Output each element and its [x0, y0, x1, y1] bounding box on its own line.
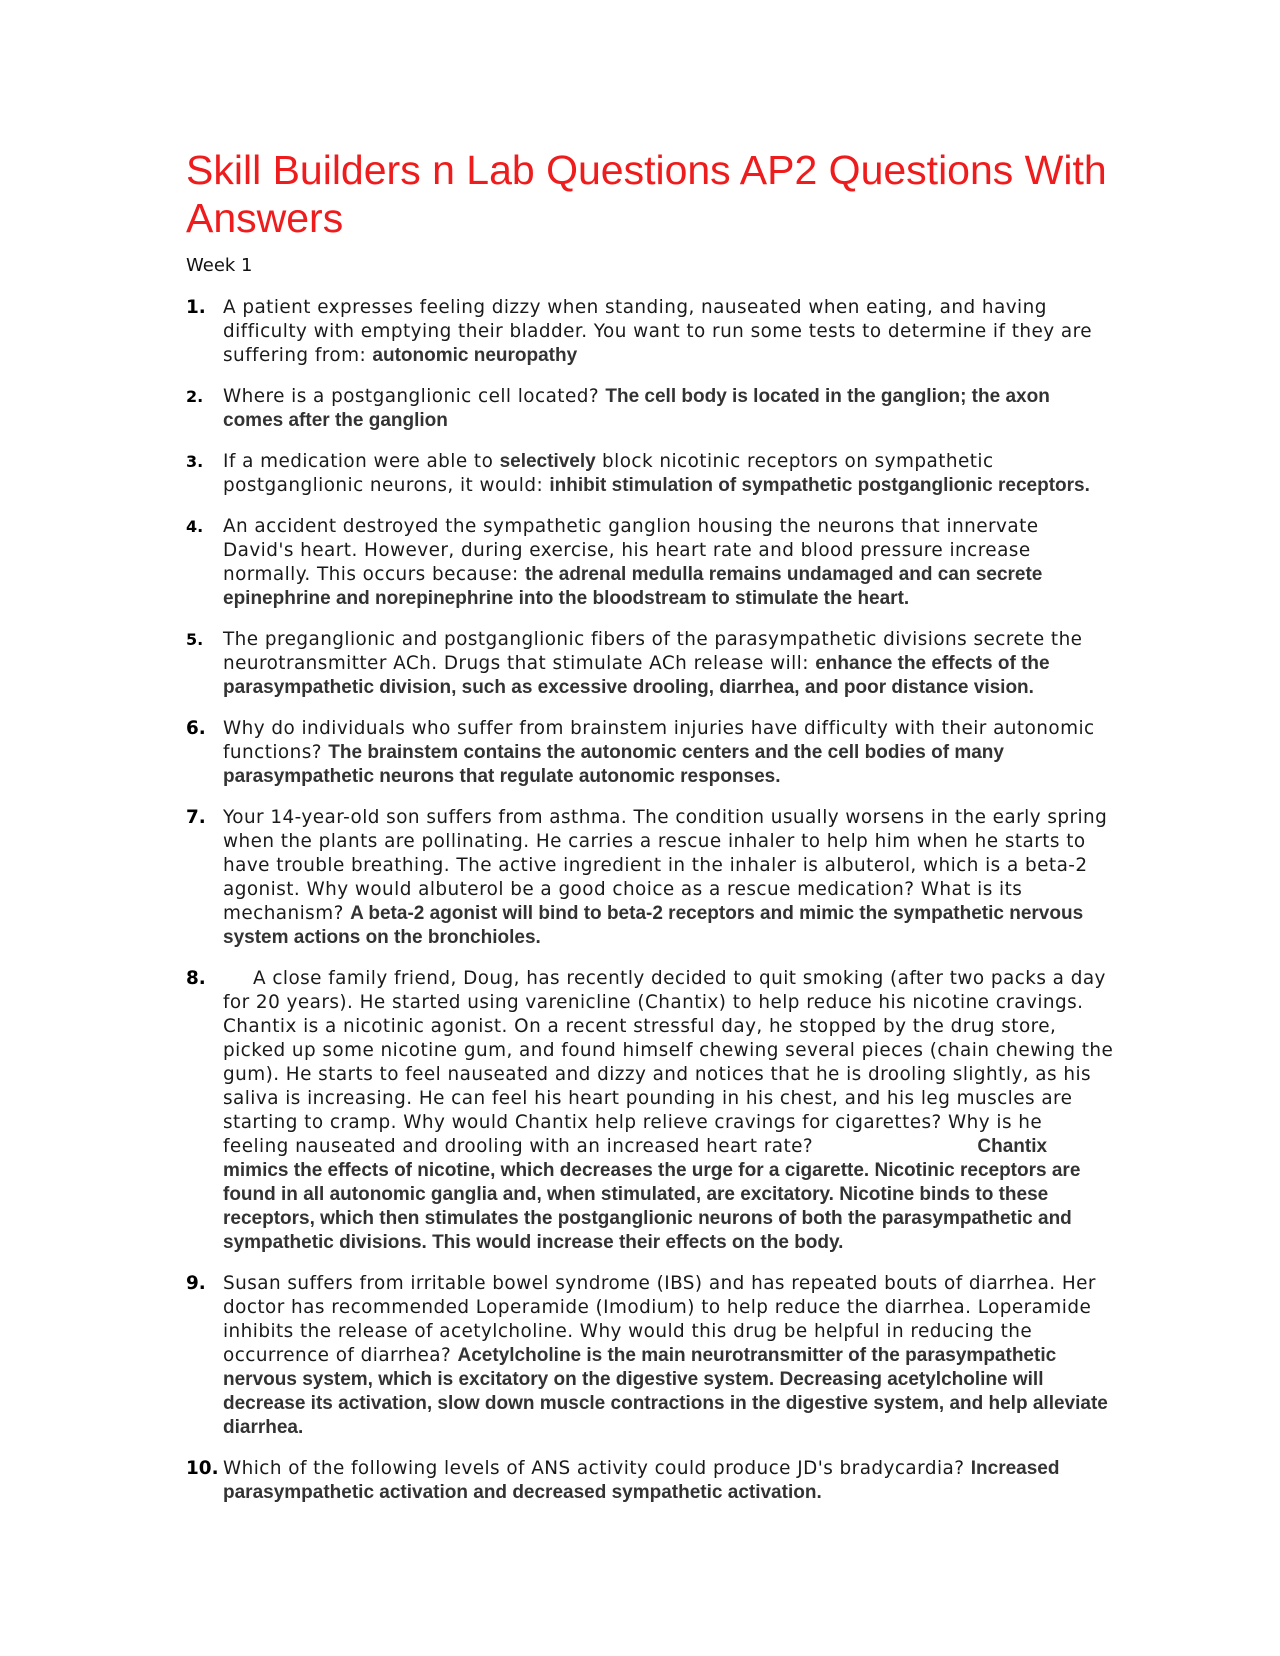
- question-text: Which of the following levels of ANS activity could produce JD's bradycardia?: [223, 1458, 965, 1479]
- question-item: [186, 628, 1114, 700]
- question-text: block nicotinic receptors on sympathetic postganglionic neurons, it would:: [223, 451, 994, 496]
- question-text: Where is a postganglionic cell located?: [223, 386, 600, 407]
- question-item: [186, 385, 1114, 433]
- answer-text: A beta-2 agonist will bind to beta-2 receptors and mimic the sympathetic nervous system actions on the bronchioles.: [223, 903, 1084, 948]
- answer-text: The cell body is located in the ganglion; the axon comes after the ganglion: [223, 386, 1050, 431]
- question-item: [186, 1457, 1114, 1505]
- question-number: 3.: [186, 452, 204, 471]
- question-text: Susan suffers from irritable bowel syndrome (IBS) and has repeated bouts of diarrhea. Her doctor has recommended Loperamide (Imodium) to help reduce the diarrhea. Loperamide inhibits the release of acetylcholine. Why would this drug be helpful in reducing the occurrence of diarrhea?: [223, 1273, 1096, 1366]
- question-item: [186, 717, 1114, 789]
- answer-text: Chantix mimics the effects of nicotine, which decreases the urge for a cigarette. Nicotinic receptors are found in all autonomic ganglia and, when stimulated, are excitatory. Nicotine binds to these receptors, which then stimulates the postganglionic neurons of both the parasympathetic and sympathetic divisions. This would increase their effects on the body.: [223, 1136, 1081, 1253]
- question-text: Why do individuals who suffer from brainstem injuries have difficulty with their autonomic functions?: [223, 718, 1095, 763]
- question-text: A close family friend, Doug, has recently decided to quit smoking (after two packs a day for 20 years). He started using varenicline (Chantix) to help reduce his nicotine cravings. Chantix is a nicotinic agonist. On a recent stressful day, he stopped by the drug store, picked up some nicotine gum, and found himself chewing several pieces (chain chewing the gum). He starts to feel nauseated and dizzy and notices that he is drooling slightly, as his saliva is increasing. He can feel his heart pounding in his chest, and his leg muscles are starting to cramp. Why would Chantix help relieve cravings for cigarettes? Why is he feeling nauseated and drooling with an increased heart rate?: [223, 968, 1114, 1157]
- question-emphasis: selectively: [499, 451, 596, 472]
- question-number: 5.: [186, 630, 204, 649]
- answer-text: inhibit stimulation of sympathetic postganglionic receptors.: [549, 475, 1090, 496]
- answer-text: The brainstem contains the autonomic centers and the cell bodies of many parasympathetic neurons that regulate autonomic responses.: [223, 742, 1004, 787]
- question-number: 8.: [186, 968, 206, 989]
- answer-text: Increased parasympathetic activation and decreased sympathetic activation.: [223, 1458, 1060, 1503]
- question-number: 9.: [186, 1273, 206, 1294]
- question-item: [186, 296, 1114, 368]
- question-list: [186, 296, 1114, 1522]
- week-label: Week 1: [186, 255, 253, 276]
- question-text: The preganglionic and postganglionic fibers of the parasympathetic divisions secrete the neurotransmitter ACh. Drugs that stimulate ACh release will:: [223, 629, 1083, 674]
- question-item: [186, 1272, 1114, 1440]
- question-number: 2.: [186, 387, 204, 406]
- question-number: 7.: [186, 807, 206, 828]
- answer-text: Acetylcholine is the main neurotransmitter of the parasympathetic nervous system, which is excitatory on the digestive system. Decreasing acetylcholine will decrease its activation, slow down muscle contractions in the digestive system, and help alleviate diarrhea.: [223, 1345, 1108, 1438]
- question-text: A patient expresses feeling dizzy when standing, nauseated when eating, and having difficulty with emptying their bladder. You want to run some tests to determine if they are suffering from:: [223, 297, 1092, 366]
- question-number: 10.: [186, 1458, 219, 1479]
- question-text: Your 14-year-old son suffers from asthma. The condition usually worsens in the early spring when the plants are pollinating. He carries a rescue inhaler to help him when he starts to have trouble breathing. The active ingredient in the inhaler is albuterol, which is a beta-2 agonist. Why would albuterol be a good choice as a rescue medication? What is its mechanism?: [223, 807, 1108, 924]
- answer-text: enhance the effects of the parasympathetic division, such as excessive drooling, diarrhea, and poor distance vision.: [223, 653, 1050, 698]
- answer-text: the adrenal medulla remains undamaged and can secrete epinephrine and norepinephrine into the bloodstream to stimulate the heart.: [223, 564, 1043, 609]
- question-number: 4.: [186, 517, 204, 536]
- answer-text: autonomic neuropathy: [372, 345, 578, 366]
- question-item: [186, 806, 1114, 950]
- document-title: Skill Builders n Lab Questions AP2 Questions With Answers: [186, 147, 1107, 241]
- question-number: 1.: [186, 297, 206, 318]
- question-text: An accident destroyed the sympathetic ganglion housing the neurons that innervate David's heart. However, during exercise, his heart rate and blood pressure increase normally. This occurs because:: [223, 516, 1039, 585]
- question-text-before: If a medication were able to: [223, 451, 494, 472]
- question-item: [186, 967, 1114, 1255]
- question-item: [186, 450, 1114, 498]
- question-item: [186, 515, 1114, 611]
- question-number: 6.: [186, 718, 206, 739]
